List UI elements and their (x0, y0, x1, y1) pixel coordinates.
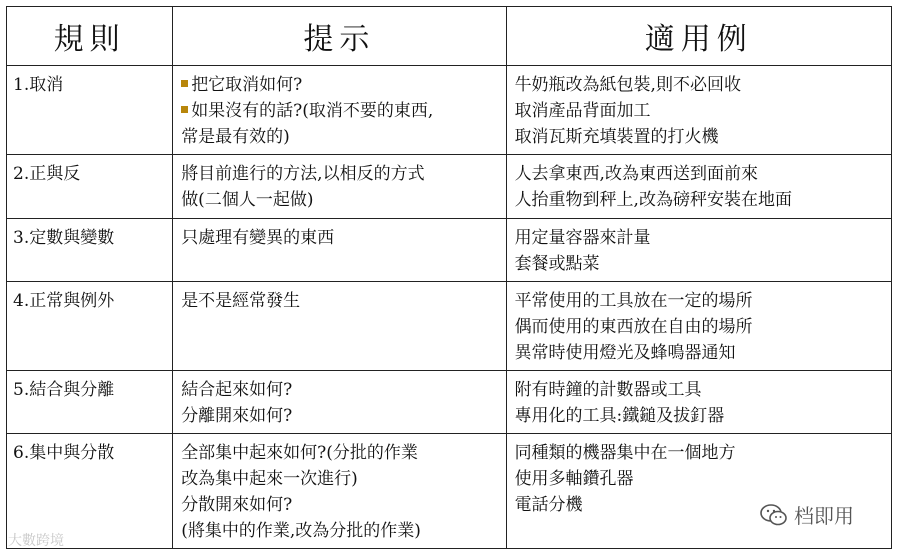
hint-cell (173, 371, 506, 434)
table-header-row (7, 7, 892, 66)
example-line: 牛奶瓶改為紙包裝,則不必回收 (514, 75, 741, 95)
table-row (7, 434, 892, 549)
table-row (7, 219, 892, 282)
watermark-right: 档即用 (760, 500, 854, 529)
example-cell (506, 371, 891, 434)
rule-label: 2.正與反 (13, 164, 81, 184)
hint-line (181, 124, 497, 150)
hint-cell (173, 219, 506, 282)
example-line: 人抬重物到秤上,改為磅秤安裝在地面 (514, 190, 792, 210)
example-line: 套餐或點菜 (514, 254, 600, 274)
header-hint: 提示 (173, 7, 506, 66)
rule-label: 1.取消 (13, 75, 64, 95)
hint-cell (173, 434, 506, 549)
example-line: 取消瓦斯充填裝置的打火機 (514, 127, 719, 147)
hint-text: 如果沒有的話?(取消不要的東西, (191, 101, 434, 121)
hint-text: 結合起來如何? (181, 380, 293, 400)
rule-label: 5.結合與分離 (13, 380, 115, 400)
example-cell (506, 219, 891, 282)
table-row (7, 155, 892, 219)
example-line: 用定量容器來計量 (514, 228, 651, 248)
example-cell (506, 282, 891, 371)
example-cell (506, 434, 891, 549)
hint-line (181, 187, 497, 213)
hint-line (181, 492, 497, 518)
example-line: 取消產品背面加工 (514, 101, 651, 121)
table-row (7, 282, 892, 371)
table-row (7, 66, 892, 155)
example-line: 人去拿東西,改為東西送到面前來 (514, 164, 758, 184)
hint-text: 常是最有效的) (181, 127, 290, 147)
hint-text: 做(二個人一起做) (181, 190, 314, 210)
example-line: 平常使用的工具放在一定的場所 (514, 291, 753, 311)
hint-line (181, 225, 497, 251)
example-line: 專用化的工具:鐵鎚及拔釘器 (514, 406, 725, 426)
hint-line (181, 518, 497, 544)
hint-text: 分離開來如何? (181, 406, 293, 426)
hint-line (181, 288, 497, 314)
hint-text: 分散開來如何? (181, 495, 293, 515)
example-line: 異常時使用燈光及蜂鳴器通知 (514, 343, 736, 363)
hint-text: 改為集中起來一次進行) (181, 469, 358, 489)
rule-cell (7, 282, 173, 371)
header-example: 適用例 (506, 7, 891, 66)
hint-text: (將集中的作業,改為分批的作業) (181, 521, 421, 541)
rule-cell (7, 155, 173, 219)
hint-line (181, 161, 497, 187)
rule-label: 3.定數與變數 (13, 228, 115, 248)
bullet-icon (181, 106, 188, 113)
rules-table (6, 6, 892, 549)
bullet-icon (181, 80, 188, 87)
wechat-icon (760, 503, 788, 527)
rule-cell (7, 66, 173, 155)
hint-text: 全部集中起來如何?(分批的作業 (181, 443, 418, 463)
example-cell (506, 66, 891, 155)
rule-label: 4.正常與例外 (13, 291, 115, 311)
header-rule: 規則 (7, 7, 173, 66)
hint-line (181, 72, 497, 98)
hint-line (181, 98, 497, 124)
hint-text: 只處理有變異的東西 (181, 228, 335, 248)
example-cell (506, 155, 891, 219)
example-line: 電話分機 (514, 495, 583, 515)
watermark-left: 大數跨境 (8, 533, 64, 549)
example-line: 偶而使用的東西放在自由的場所 (514, 317, 753, 337)
hint-line (181, 466, 497, 492)
hint-cell (173, 282, 506, 371)
hint-text: 將目前進行的方法,以相反的方式 (181, 164, 425, 184)
example-line: 使用多軸鑽孔器 (514, 469, 634, 489)
table-row (7, 371, 892, 434)
hint-cell (173, 66, 506, 155)
example-line: 同種類的機器集中在一個地方 (514, 443, 736, 463)
example-line: 附有時鐘的計數器或工具 (514, 380, 702, 400)
rule-label: 6.集中與分散 (13, 443, 115, 463)
hint-line (181, 377, 497, 403)
hint-cell (173, 155, 506, 219)
hint-text: 把它取消如何? (191, 75, 303, 95)
hint-text: 是不是經常發生 (181, 291, 301, 311)
rule-cell (7, 219, 173, 282)
rule-cell (7, 371, 173, 434)
hint-line (181, 403, 497, 429)
hint-line (181, 440, 497, 466)
